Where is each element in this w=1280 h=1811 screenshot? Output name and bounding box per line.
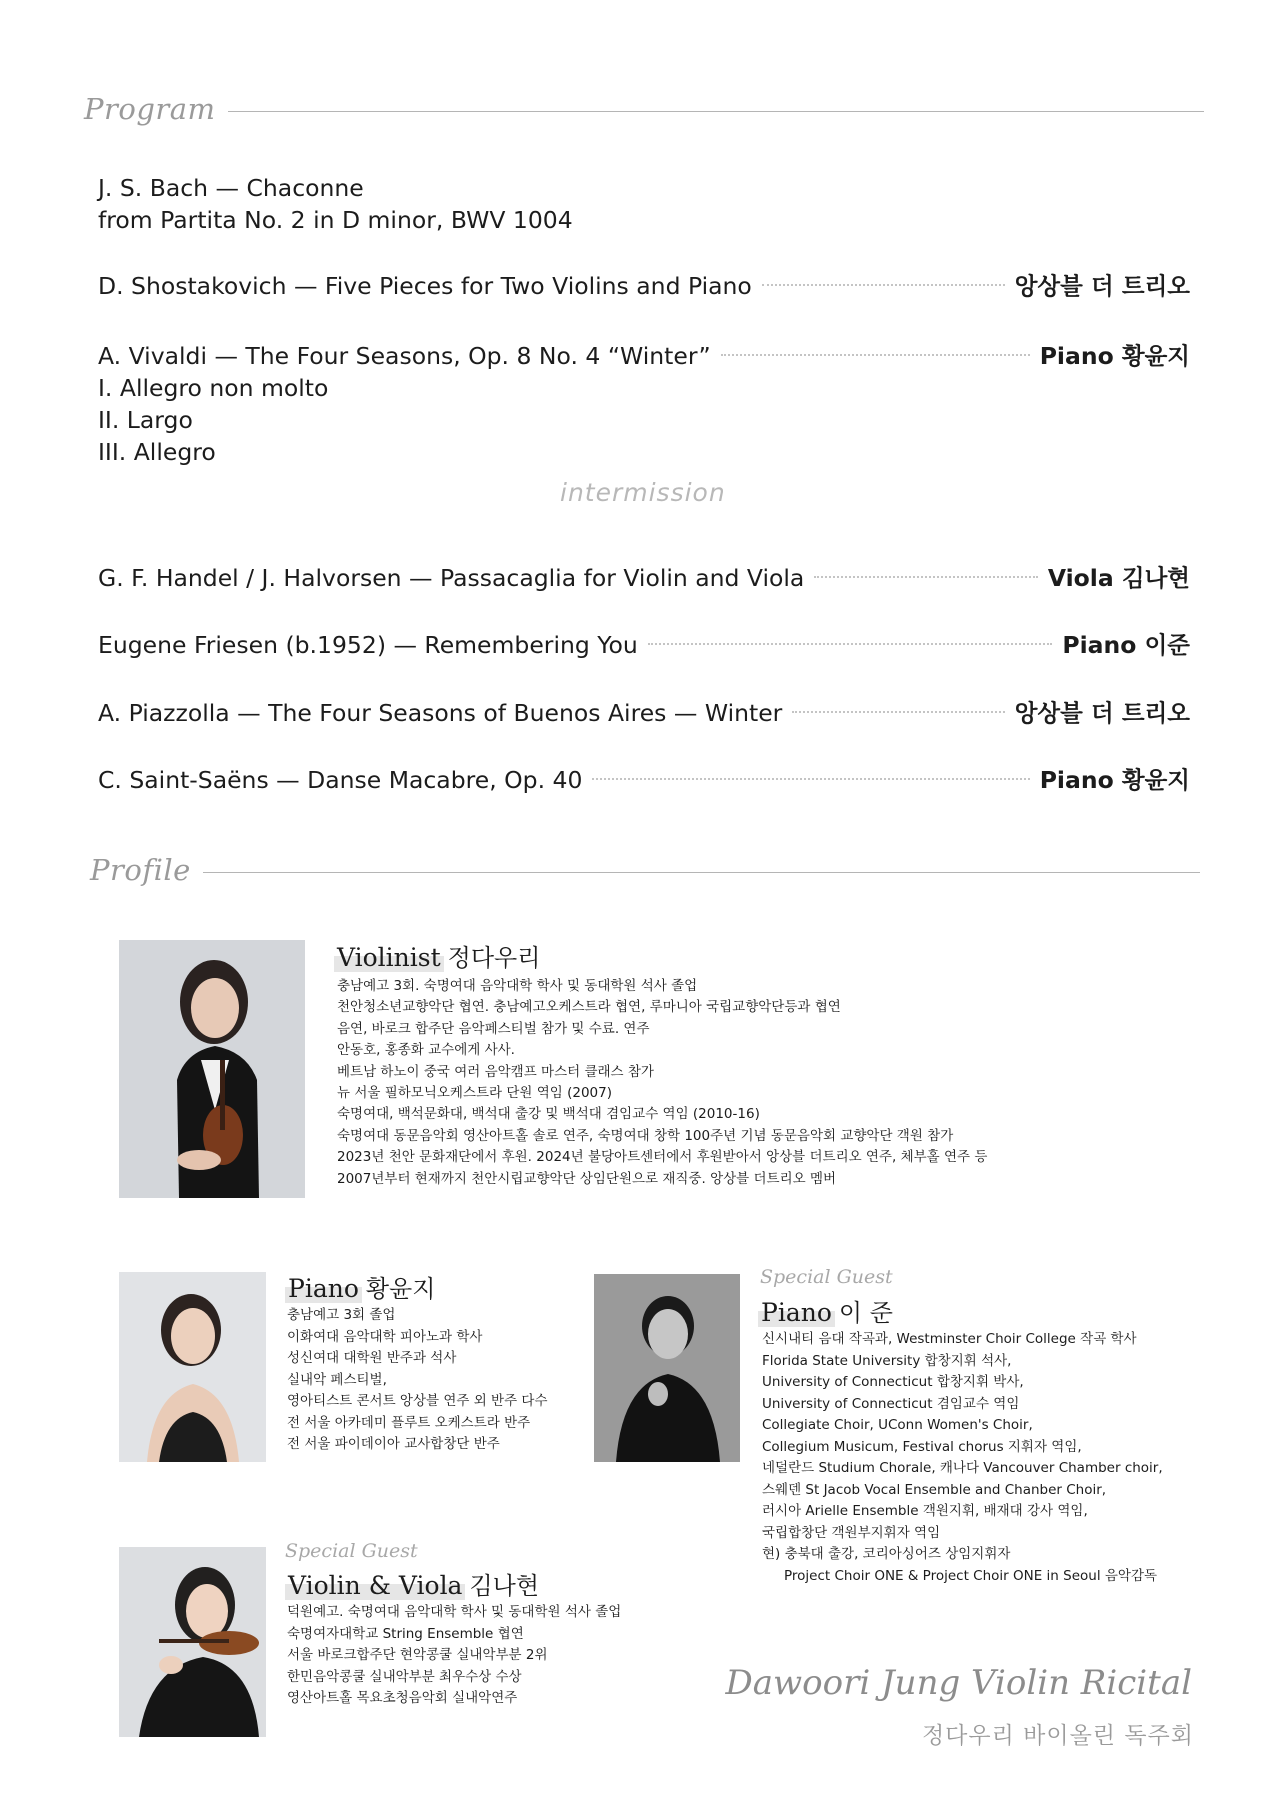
leader-dots bbox=[721, 354, 1030, 356]
bio-line: 전 서울 파이데이아 교사합창단 반주 bbox=[287, 1436, 500, 1452]
bio-line: 스웨덴 St Jacob Vocal Ensemble and Chanber Choir, bbox=[762, 1481, 1107, 1498]
guest-viola-title bbox=[285, 1566, 539, 1601]
guest-piano-photo bbox=[594, 1274, 740, 1462]
bio-line: 음연, 바로크 합주단 음악페스티벌 참가 및 수료. 연주 bbox=[337, 1020, 650, 1037]
bio-line: 한민음악콩쿨 실내악부분 최우수상 수상 bbox=[287, 1668, 522, 1685]
program-item-saint-saens bbox=[98, 764, 1190, 796]
bio-line: 숙명여자대학교 String Ensemble 협연 bbox=[287, 1625, 524, 1642]
bio-line: 전 서울 아카데미 플루트 오케스트라 반주 bbox=[287, 1414, 531, 1431]
guest-piano-label: Special Guest bbox=[760, 1266, 893, 1288]
program-movement: I. Allegro non molto bbox=[98, 374, 329, 402]
program-piece: Eugene Friesen (b.1952) — Remembering You bbox=[98, 631, 638, 659]
bio-line: 안동호, 홍종화 교수에게 사사. bbox=[337, 1042, 515, 1059]
program-performer: Piano 황윤지 bbox=[1039, 766, 1190, 794]
program-item-handel bbox=[98, 562, 1190, 594]
pianist-name: 황윤지 bbox=[365, 1275, 436, 1303]
pianist-bio bbox=[287, 1305, 548, 1456]
bio-line: University of Connecticut 겸임교수 역임 bbox=[762, 1395, 1020, 1412]
leader-dots bbox=[814, 576, 1037, 578]
bio-line: Project Choir ONE & Project Choir ONE in Seoul 음악감독 bbox=[784, 1567, 1158, 1584]
guest-viola-role: Violin & Viola bbox=[285, 1571, 465, 1600]
pianist-role: Piano bbox=[285, 1274, 362, 1303]
program-item-shostakovich bbox=[98, 270, 1190, 302]
guest-piano-title bbox=[758, 1293, 893, 1328]
violinist-name: 정다우리 bbox=[447, 944, 541, 972]
profile-heading bbox=[90, 853, 1200, 887]
bio-line: 서울 바로크합주단 현악콩쿨 실내악부분 2위 bbox=[287, 1647, 548, 1663]
bio-line: 현) 충북대 출강, 코리아싱어즈 상임지휘자 bbox=[762, 1546, 1011, 1562]
pianist-title bbox=[285, 1269, 435, 1304]
guest-piano-role: Piano bbox=[758, 1298, 835, 1327]
violinist-title bbox=[334, 938, 540, 973]
bio-line: 실내악 페스티벌, bbox=[287, 1371, 387, 1388]
program-piece: G. F. Handel / J. Halvorsen — Passacaglia for Violin and Viola bbox=[98, 564, 805, 592]
program-item-bach: J. S. Bach — Chaconne bbox=[98, 174, 364, 202]
bio-line: 러시아 Arielle Ensemble 객원지휘, 배재대 강사 역임, bbox=[762, 1503, 1088, 1519]
program-piece: D. Shostakovich — Five Pieces for Two Violins and Piano bbox=[98, 272, 752, 300]
program-heading bbox=[84, 92, 1204, 126]
program-performer: Piano 황윤지 bbox=[1039, 342, 1190, 370]
violinist-bio bbox=[337, 976, 987, 1190]
leader-dots bbox=[592, 778, 1029, 780]
recital-title-en: Dawoori Jung Violin Ricital bbox=[725, 1663, 1192, 1703]
bio-line: Collegium Musicum, Festival chorus 지휘자 역임, bbox=[762, 1438, 1082, 1455]
guest-piano-name: 이 준 bbox=[838, 1299, 893, 1327]
bio-line: 국립합창단 객원부지휘자 역임 bbox=[762, 1524, 941, 1541]
program-heading-text: Program bbox=[84, 92, 216, 126]
program-item-piazzolla bbox=[98, 697, 1190, 729]
recital-title-ko: 정다우리 바이올린 독주회 bbox=[921, 1723, 1194, 1749]
bio-line: 뉴 서울 필하모닉오케스트라 단원 역임 (2007) bbox=[337, 1085, 613, 1102]
pianist-photo bbox=[119, 1272, 266, 1462]
bio-line: 영산아트홀 목요초청음악회 실내악연주 bbox=[287, 1690, 518, 1706]
program-item-vivaldi bbox=[98, 340, 1190, 372]
leader-dots bbox=[762, 284, 1005, 286]
program-movement: III. Allegro bbox=[98, 438, 216, 466]
bio-line: 2007년부터 현재까지 천안시립교향악단 상임단원으로 재직중. 앙상블 더트리오 멤버 bbox=[337, 1170, 837, 1187]
bio-line: Collegiate Choir, UConn Women's Choir, bbox=[762, 1417, 1033, 1433]
bio-line: 충남예고 3회. 숙명여대 음악대학 학사 및 동대학원 석사 졸업 bbox=[337, 978, 698, 994]
program-performer: Piano 이준 bbox=[1062, 631, 1190, 659]
bio-line: 숙명여대 동문음악회 영산아트홀 솔로 연주, 숙명여대 창학 100주년 기념 동문음악회 교향악단 객원 참가 bbox=[337, 1127, 954, 1144]
bio-line: 영아티스트 콘서트 앙상블 연주 외 반주 다수 bbox=[287, 1393, 548, 1409]
profile-heading-text: Profile bbox=[90, 853, 191, 887]
bio-line: 이화여대 음악대학 피아노과 학사 bbox=[287, 1328, 483, 1345]
bio-line: 충남예고 3회 졸업 bbox=[287, 1307, 396, 1323]
bio-line: 베트남 하노이 중국 여러 음악캠프 마스터 클래스 참가 bbox=[337, 1063, 654, 1080]
bio-line: University of Connecticut 합창지휘 박사, bbox=[762, 1374, 1024, 1390]
leader-dots bbox=[648, 643, 1053, 645]
bio-line: 덕원예고. 숙명여대 음악대학 학사 및 동대학원 석사 졸업 bbox=[287, 1604, 622, 1620]
profile-heading-rule bbox=[203, 872, 1200, 873]
program-performer: Viola 김나현 bbox=[1047, 564, 1190, 592]
program-piece: C. Saint-Saëns — Danse Macabre, Op. 40 bbox=[98, 766, 583, 794]
bio-line: 숙명여대, 백석문화대, 백석대 출강 및 백석대 겸임교수 역임 (2010-16) bbox=[337, 1106, 760, 1123]
guest-viola-name: 김나현 bbox=[469, 1572, 540, 1600]
leader-dots bbox=[792, 711, 1004, 713]
program-piece: A. Piazzolla — The Four Seasons of Buenos Aires — Winter bbox=[98, 699, 783, 727]
program-piece: A. Vivaldi — The Four Seasons, Op. 8 No. 4 “Winter” bbox=[98, 342, 711, 370]
program-item-bach-subtitle: from Partita No. 2 in D minor, BWV 1004 bbox=[98, 206, 573, 234]
bio-line: 네덜란드 Studium Chorale, 캐나다 Vancouver Chamber choir, bbox=[762, 1460, 1163, 1476]
violinist-role: Violinist bbox=[334, 943, 444, 972]
intermission-label: intermission bbox=[560, 478, 726, 507]
program-item-friesen bbox=[98, 629, 1190, 661]
guest-piano-bio bbox=[762, 1329, 1163, 1587]
bio-line: 신시내티 음대 작곡과, Westminster Choir College 작곡 학사 bbox=[762, 1331, 1137, 1347]
guest-viola-bio bbox=[287, 1602, 621, 1710]
bio-line: 성신여대 대학원 반주과 석사 bbox=[287, 1350, 457, 1366]
guest-viola-label: Special Guest bbox=[285, 1540, 418, 1562]
violinist-photo bbox=[119, 940, 305, 1198]
bio-line: 2023년 천안 문화재단에서 후원. 2024년 불당아트센터에서 후원받아서 앙상블 더트리오 연주, 체부홀 연주 등 bbox=[337, 1149, 988, 1166]
program-performer: 앙상블 더 트리오 bbox=[1014, 699, 1190, 727]
program-movement: II. Largo bbox=[98, 406, 193, 434]
program-performer: 앙상블 더 트리오 bbox=[1014, 272, 1190, 300]
guest-viola-photo bbox=[119, 1547, 266, 1737]
program-heading-rule bbox=[228, 111, 1204, 112]
bio-line: 천안청소년교향악단 협연. 충남예고오케스트라 협연, 루마니아 국립교향악단등과 협연 bbox=[337, 999, 841, 1016]
bio-line: Florida State University 합창지휘 석사, bbox=[762, 1352, 1012, 1369]
